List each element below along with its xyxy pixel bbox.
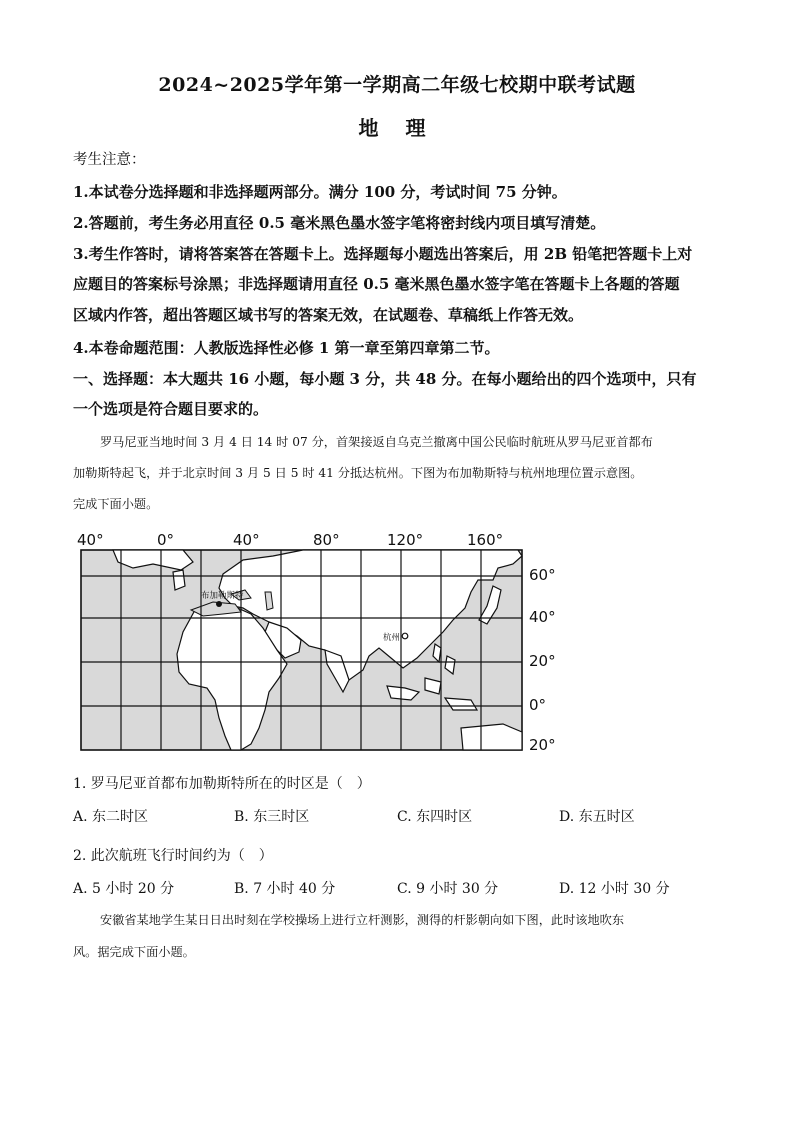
notice-heading: 考生注意： xyxy=(73,152,146,168)
caspian-sea xyxy=(265,592,273,610)
world-map-figure xyxy=(73,528,563,753)
map-svg xyxy=(73,528,563,753)
bucharest-marker xyxy=(216,601,222,607)
lon-label-5: 120° xyxy=(387,531,424,549)
lat-label-3: 20° xyxy=(529,652,556,670)
exam-title: 2024~2025学年第一学期高二年级七校期中联考试题 xyxy=(158,74,636,96)
notice-item-3-line-2: 应题目的答案标号涂黑；非选择题请用直径 0.5 毫米黑色墨水签字笔在答题卡上各题的答题 xyxy=(73,275,680,293)
question-2-options xyxy=(73,878,713,900)
bucharest-label: 布加勒斯特 xyxy=(201,591,244,601)
notice-item-3-line-3: 区域内作答，超出答题区域书写的答案无效，在试题卷、草稿纸上作答无效。 xyxy=(73,306,584,324)
lat-label-4: 0° xyxy=(529,696,547,714)
section-1-line-2: 一个选项是符合题目要求的。 xyxy=(73,400,269,418)
longitude-labels xyxy=(77,531,503,549)
notice-item-4: 4.本卷命题范围：人教版选择性必修 1 第一章至第四章第二节。 xyxy=(73,339,500,357)
question-2-stem: 2. 此次航班飞行时间约为（ ） xyxy=(73,848,273,864)
passage-2-line-1: 安徽省某地学生某日日出时刻在学校操场上进行立杆测影，测得的杆影朝向如下图，此时该地吹东 xyxy=(100,913,625,927)
q2-option-c[interactable]: C. 9 小时 30 分 xyxy=(397,881,499,897)
notice-item-1: 1.本试卷分选择题和非选择题两部分。满分 100 分，考试时间 75 分钟。 xyxy=(73,183,567,201)
latitude-labels xyxy=(529,566,556,753)
question-1-stem: 1. 罗马尼亚首都布加勒斯特所在的时区是（ ） xyxy=(73,776,371,792)
passage-2-line-2: 风。据完成下面小题。 xyxy=(73,945,195,959)
q1-option-b[interactable]: B. 东三时区 xyxy=(234,809,310,825)
lon-label-1: 40° xyxy=(77,531,104,549)
lat-label-5: 20° xyxy=(529,736,556,753)
q2-option-a[interactable]: A. 5 小时 20 分 xyxy=(73,881,175,897)
q2-option-b[interactable]: B. 7 小时 40 分 xyxy=(234,881,336,897)
britain-shape xyxy=(173,570,185,590)
passage-1-line-3: 完成下面小题。 xyxy=(73,497,159,511)
notice-item-3-line-1: 3.考生作答时，请将答案答在答题卡上。选择题每小题选出答案后，用 2B 铅笔把答题卡上对 xyxy=(73,245,693,263)
lon-label-2: 0° xyxy=(157,531,175,549)
lat-label-2: 40° xyxy=(529,608,556,626)
hangzhou-marker xyxy=(402,633,408,639)
passage-1-line-2: 加勒斯特起飞，并于北京时间 3 月 5 日 5 时 41 分抵达杭州。下图为布加勒斯特与杭州地理位置示意图。 xyxy=(73,466,643,480)
hangzhou-label: 杭州 xyxy=(383,633,401,643)
passage-1-line-1: 罗马尼亚当地时间 3 月 4 日 14 时 07 分，首架接返自乌克兰撤离中国公民临时航班从罗马尼亚首都布 xyxy=(100,435,653,449)
lon-label-4: 80° xyxy=(313,531,340,549)
section-1-line-1: 一、选择题：本大题共 16 小题，每小题 3 分，共 48 分。在每小题给出的四个选项中，只有 xyxy=(73,370,697,388)
lon-label-6: 160° xyxy=(467,531,504,549)
q1-option-a[interactable]: A. 东二时区 xyxy=(73,809,149,825)
lat-label-1: 60° xyxy=(529,566,556,584)
notice-item-2: 2.答题前，考生务必用直径 0.5 毫米黑色墨水签字笔将密封线内项目填写清楚。 xyxy=(73,214,606,232)
subject-title: 地 理 xyxy=(358,116,436,140)
question-1-options xyxy=(73,806,713,828)
q1-option-d[interactable]: D. 东五时区 xyxy=(559,809,635,825)
q1-option-c[interactable]: C. 东四时区 xyxy=(397,809,473,825)
lon-label-3: 40° xyxy=(233,531,260,549)
q2-option-d[interactable]: D. 12 小时 30 分 xyxy=(559,881,670,897)
australia-shape xyxy=(461,724,522,750)
